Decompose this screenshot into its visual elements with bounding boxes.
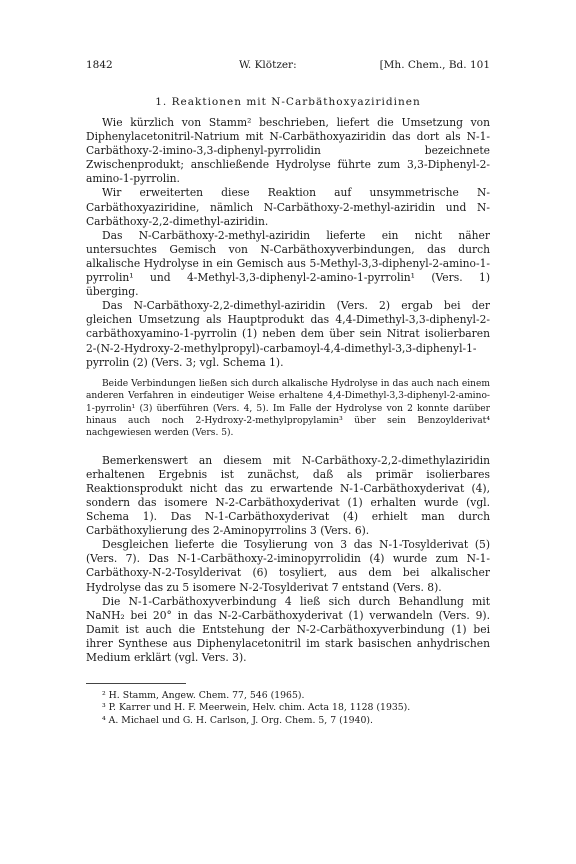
footnote: ³ P. Karrer und H. F. Meerwein, Helv. chim. Acta 18, 1128 (1935). bbox=[102, 702, 411, 714]
paragraph: Wir erweiterten diese Reaktion auf unsymmetrische N-Carbäthoxyaziridine, nämlich N-Carbäthoxy-2-methyl-aziridin und N-Carbäthoxy-2,2-dimethyl-aziridin. bbox=[86, 186, 490, 228]
running-head bbox=[86, 58, 490, 72]
paragraph: Das N-Carbäthoxy-2-methyl-aziridin lieferte ein nicht näher untersuchtes Gemisch von N-Carbäthoxyverbindungen, das durch alkalische Hydrolyse in ein Gemisch aus 5-Methyl-3,3-diphenyl-2-amino-1-pyrrolin¹ und 4-Methyl-3,3-diphenyl-2-amino-1-pyrrolin¹ (Vers. 1) überging. bbox=[86, 228, 490, 299]
page-number: 1842 bbox=[86, 59, 113, 71]
small-print-block bbox=[86, 378, 490, 440]
running-head-journal: [Mh. Chem., Bd. 101 bbox=[379, 59, 490, 71]
paragraph: Wie kürzlich von Stamm² beschrieben, liefert die Umsetzung von Diphenylacetonitril-Natrium mit N-Carbäthoxyaziridin das dort als N-1-Carbäthoxy-2-imino-3,3-diphenyl-pyrrolidin bezeichnete Zwischenprodukt; anschließende Hydrolyse führte zum 3,3-Diphenyl-2-amino-1-pyrrolin. bbox=[86, 116, 490, 186]
paragraph: Das N-Carbäthoxy-2,2-dimethyl-aziridin (Vers. 2) ergab bei der gleichen Umsetzung als Hauptprodukt das 4,4-Dimethyl-3,3-diphenyl-2-carbäthoxyamino-1-pyrrolin (1) neben dem über sein Nitrat isolierbaren 2-(N-2-Hydroxy-2-methylpropyl)-carbamoyl-4,4-dimethyl-3,3-diphenyl-1-pyrrolin (2) (Vers. 3; vgl. Schema 1). bbox=[86, 299, 490, 369]
running-head-author: W. Klötzer: bbox=[238, 59, 297, 71]
footnote-rule bbox=[86, 683, 186, 684]
paragraph: Bemerkenswert an diesem mit N-Carbäthoxy-2,2-dimethylaziridin erhaltenen Ergebnis ist zunächst, daß als primär isolierbares Reaktionsprodukt nicht das zu erwartende N-1-Carbäthoxyderivat (4), sondern das isomere N-2-Carbäthoxyderivat (1) erhalten wurde (vgl. Schema 1). Das N-1-Carbäthoxyderivat (4) erhielt man durch Carbäthoxylierung des 2-Aminopyrrolins 3 (Vers. 6). bbox=[86, 453, 490, 538]
paper-page bbox=[86, 58, 490, 727]
small-paragraph: Beide Verbindungen ließen sich durch alkalische Hydrolyse in das auch nach einem anderen Verfahren in eindeutiger Weise erhaltene 4,4-Dimethyl-3,3-diphenyl-2-amino-1-pyrrolin¹ (3) überführen (Vers. 4, 5). Im Falle der Hydrolyse von 2 konnte darüber hinaus auch noch 2-Hydroxy-2-methylpropylamin³ über sein Benzoylderivat⁴ nachgewiesen werden (Vers. 5). bbox=[86, 378, 490, 439]
paragraph: Die N-1-Carbäthoxyverbindung 4 ließ sich durch Behandlung mit NaNH₂ bei 20° in das N-2-Carbäthoxyderivat (1) verwandeln (Vers. 9). Damit ist auch die Entstehung der N-2-Carbäthoxyverbindung (1) bei ihrer Synthese aus Diphenylacetonitril im stark basischen anhydrischen Medium erklärt (vgl. Vers. 3). bbox=[86, 594, 490, 665]
footnotes bbox=[86, 690, 490, 727]
section-title: 1. Reaktionen mit N-Carbäthoxyaziridinen bbox=[155, 96, 421, 108]
footnote: ² H. Stamm, Angew. Chem. 77, 546 (1965). bbox=[102, 690, 305, 702]
footnote: ⁴ A. Michael und G. H. Carlson, J. Org. Chem. 5, 7 (1940). bbox=[102, 714, 373, 726]
paragraph: Desgleichen lieferte die Tosylierung von 3 das N-1-Tosylderivat (5) (Vers. 7). Das N-1-Carbäthoxy-2-iminopyrrolidin (4) wurde zum N-1-Carbäthoxy-N-2-Tosylderivat (6) tosyliert, aus dem bei alkalischer Hydrolyse das zu 5 isomere N-2-Tosylderivat 7 entstand (Vers. 8). bbox=[86, 538, 490, 594]
